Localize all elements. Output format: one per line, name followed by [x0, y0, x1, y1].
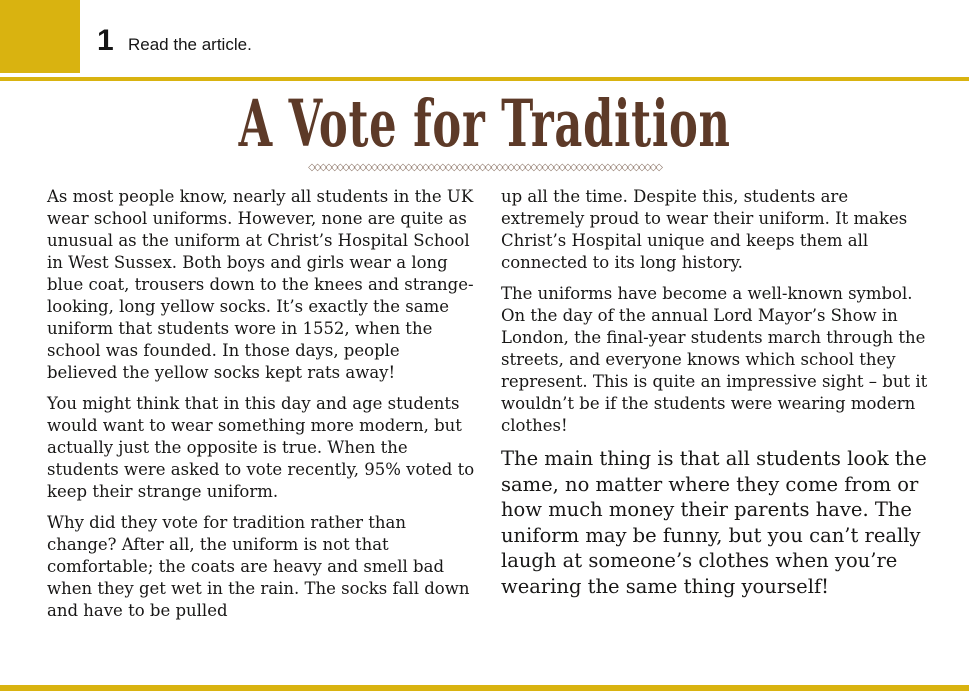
- header-rule: [0, 77, 969, 81]
- exercise-instruction: Read the article.: [128, 35, 252, 54]
- article-paragraph: Why did they vote for tradition rather than change? After all, the uniform is not that comfortable; the coats are heavy and smell bad when they get wet in the rain. The socks fall down and have to be pulled: [47, 513, 470, 620]
- article-paragraph: The uniforms have become a well-known symbol. On the day of the annual Lord Mayor’s Show in London, the final-year students march through the streets, and everyone knows which school they represent. This is quite an impressive sight – but it wouldn’t be if the students were wearing modern clothes!: [501, 284, 928, 435]
- article-paragraph: You might think that in this day and age students would want to wear something more modern, but actually just the opposite is true. When the students were asked to vote recently, 95% voted to keep their strange uniform.: [47, 394, 475, 501]
- article-body: [47, 186, 929, 631]
- diamond-chain-ornament: ◇◇◇◇◇◇◇◇◇◇◇◇◇◇◇◇◇◇◇◇◇◇◇◇◇◇◇◇◇◇◇◇◇◇◇◇◇◇◇◇◇◇◇◇◇◇◇◇◇◇◇◇◇◇◇◇◇◇◇◇◇◇: [308, 162, 661, 173]
- article-paragraph-emphasis: The main thing is that all students look the same, no matter where they come from or how much money their parents have. The uniform may be funny, but you can’t really laugh at someone’s clothes when you’re wearing the same thing yourself!: [501, 447, 927, 598]
- footer-rule: [0, 685, 969, 691]
- article-title: A Vote for Tradition: [238, 86, 731, 163]
- article-paragraph: up all the time. Despite this, students are extremely proud to wear their uniform. It makes Christ’s Hospital unique and keeps them all connected to its long history.: [501, 187, 908, 272]
- exercise-number: 1: [97, 24, 114, 57]
- corner-accent-square: [0, 0, 80, 73]
- title-wrap: [0, 86, 969, 163]
- column-left: [47, 186, 475, 631]
- article-paragraph: As most people know, nearly all students in the UK wear school uniforms. However, none are quite as unusual as the uniform at Christ’s Hospital School in West Sussex. Both boys and girls wear a long blue coat, trousers down to the knees and strange-looking, long yellow socks. It’s exactly the same uniform that students wore in 1552, when the school was founded. In those days, people believed the yellow socks kept rats away!: [47, 187, 474, 382]
- column-right: [501, 186, 929, 631]
